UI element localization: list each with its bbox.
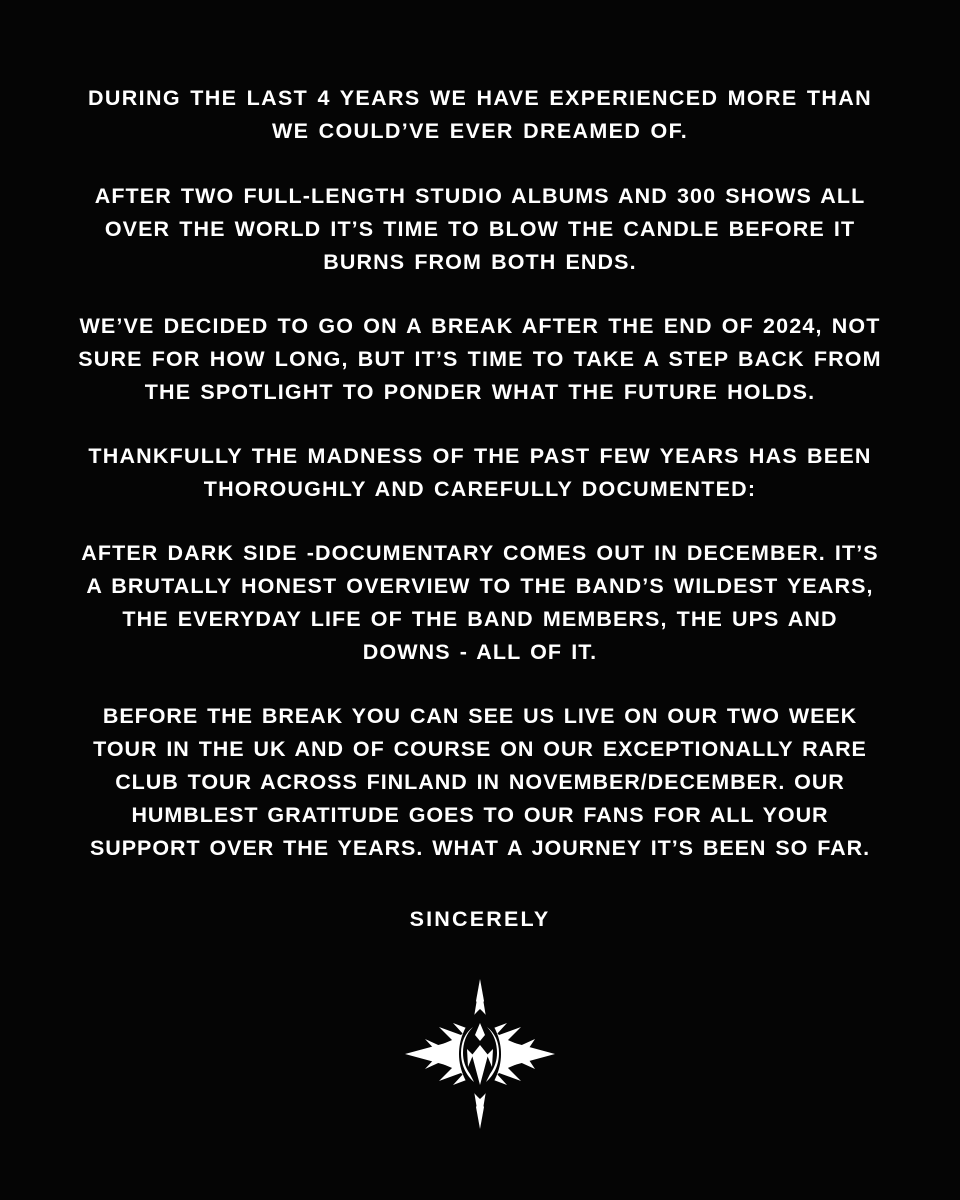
statement-paragraph-4: THANKFULLY THE MADNESS OF THE PAST FEW YEARS HAS BEEN THOROUGHLY AND CAREFULLY DOCUMENTED:: [88, 444, 872, 501]
statement-paragraph-6: BEFORE THE BREAK YOU CAN SEE US LIVE ON OUR TWO WEEK TOUR IN THE UK AND OF COURSE ON OUR EXCEPTIONALLY RARE CLUB TOUR ACROSS FINLAND IN NOVEMBER/DECEMBER. OUR HUMBLEST GRATITUDE GOES TO OUR FANS FOR ALL YOUR SUPPORT OVER THE YEARS. WHAT A JOURNEY IT’S BEEN SO FAR.: [89, 704, 870, 860]
statement-paragraph-2: AFTER TWO FULL-LENGTH STUDIO ALBUMS AND 300 SHOWS ALL OVER THE WORLD IT’S TIME TO BLOW THE CANDLE BEFORE IT BURNS FROM BOTH ENDS.: [94, 184, 866, 274]
statement-paragraph-1: DURING THE LAST 4 YEARS WE HAVE EXPERIENCED MORE THAN WE COULD’VE EVER DREAMED OF.: [88, 86, 872, 143]
band-star-logo-icon: [385, 974, 575, 1134]
signoff-text: SINCERELY: [409, 907, 551, 931]
statement-paragraph-3: WE’VE DECIDED TO GO ON A BREAK AFTER THE END OF 2024, NOT SURE FOR HOW LONG, BUT IT’S TIME TO TAKE A STEP BACK FROM THE SPOTLIGHT TO PONDER WHAT THE FUTURE HOLDS.: [78, 314, 882, 404]
statement-paragraph-5: AFTER DARK SIDE -DOCUMENTARY COMES OUT IN DECEMBER. IT’S A BRUTALLY HONEST OVERVIEW TO THE BAND’S WILDEST YEARS, THE EVERYDAY LIFE OF THE BAND MEMBERS, THE UPS AND DOWNS - ALL OF IT.: [81, 541, 879, 664]
